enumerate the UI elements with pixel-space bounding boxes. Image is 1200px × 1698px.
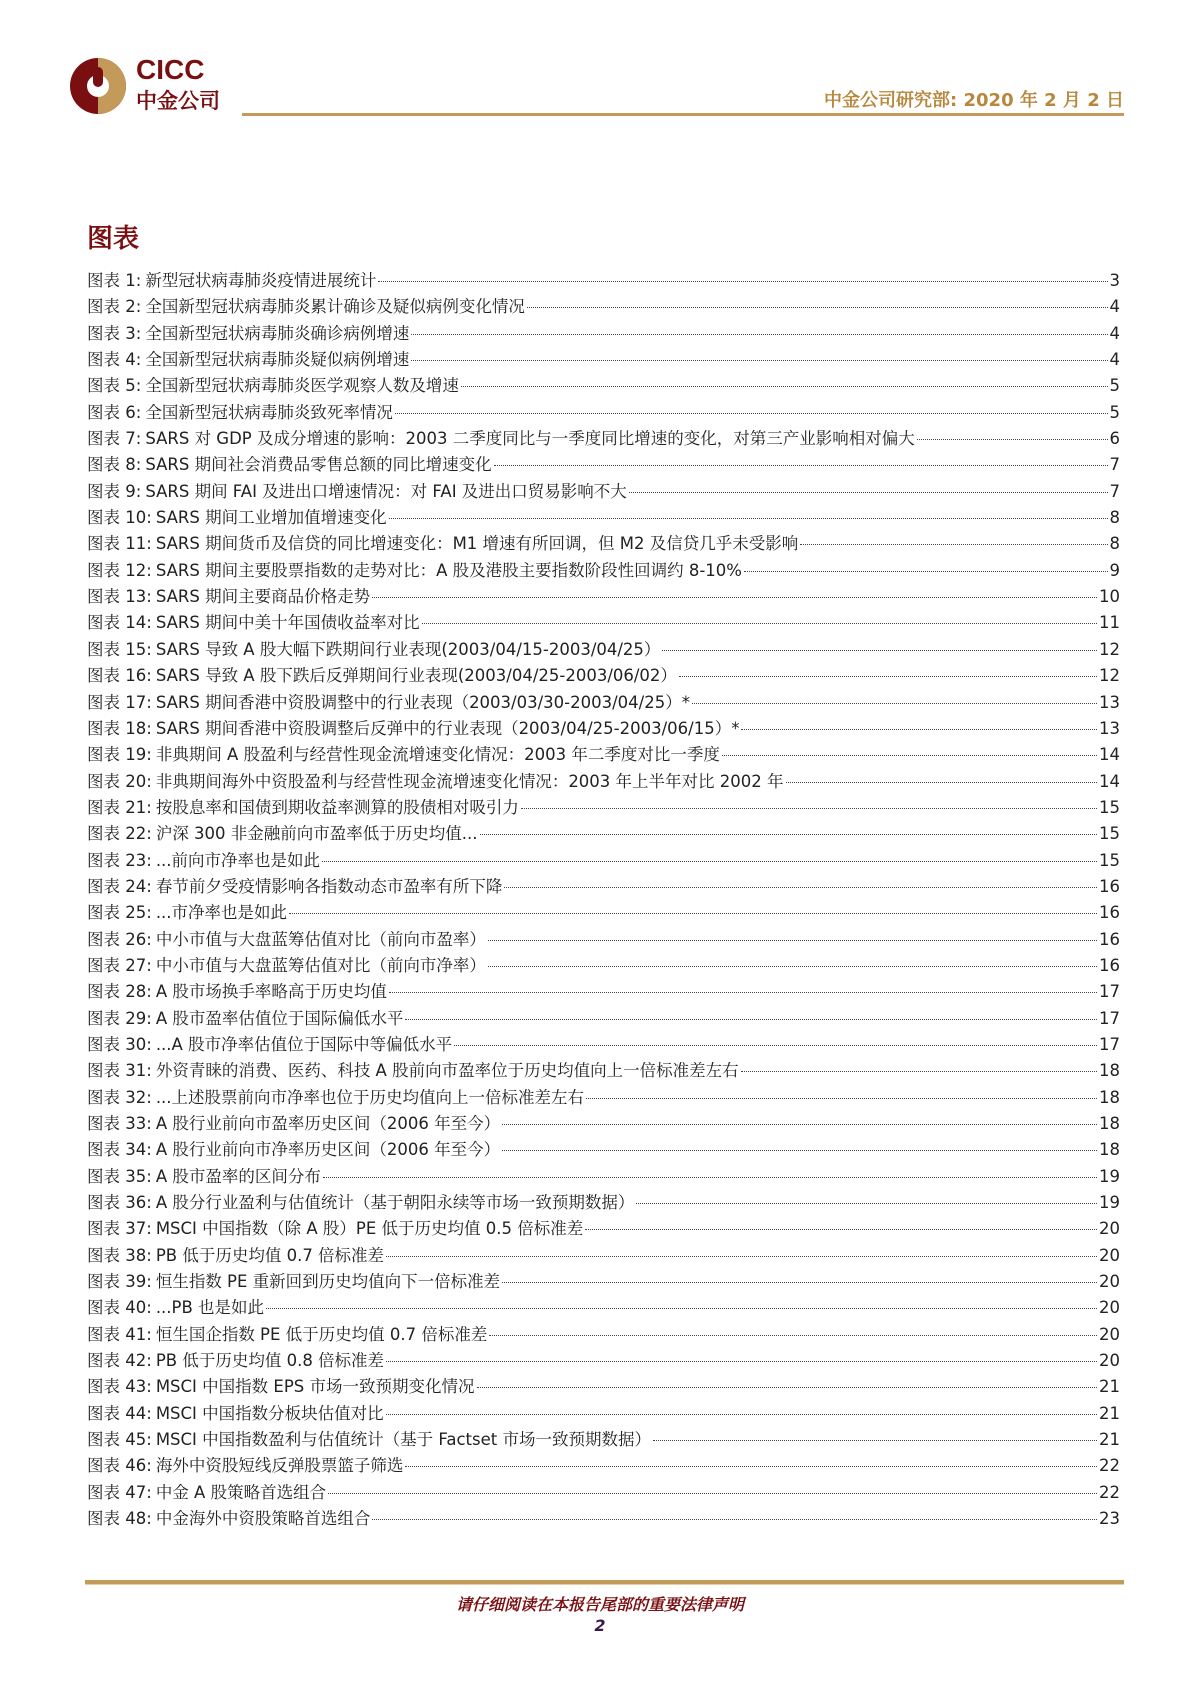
toc-leader-dots — [386, 1361, 1097, 1362]
toc-entry[interactable] — [87, 1452, 1120, 1478]
toc-entry-label: 图表 31: — [87, 1061, 152, 1081]
section-title: 图表 — [87, 224, 140, 254]
toc-entry-title: SARS 期间香港中资股调整中的行业表现（2003/03/30-2003/04/25）* — [155, 692, 690, 712]
toc-entry-page: 9 — [1109, 560, 1120, 580]
toc-entry[interactable] — [87, 1136, 1120, 1162]
toc-entry-title: PB 低于历史均值 0.8 倍标准差 — [155, 1351, 385, 1371]
toc-entry-title: 春节前夕受疫情影响各指数动态市盈率有所下降 — [155, 876, 503, 896]
cicc-logo-icon — [70, 58, 126, 114]
toc-entry-page: 13 — [1099, 718, 1120, 738]
toc-leader-dots — [411, 360, 1107, 361]
toc-entry-label: 图表 43: — [87, 1377, 152, 1397]
toc-entry-title: A 股行业前向市盈率历史区间（2006 年至今） — [155, 1114, 501, 1133]
toc-leader-dots — [389, 518, 1108, 519]
toc-entry-page: 4 — [1109, 350, 1120, 370]
toc-entry-title: 非典期间海外中资股盈利与经营性现金流增速变化情况：2003 年上半年对比 2002 年 — [155, 771, 784, 791]
toc-entry-label: 图表 42: — [87, 1351, 152, 1371]
toc-entry-title: 非典期间 A 股盈利与经营性现金流增速变化情况：2003 年二季度对比一季度 — [155, 745, 720, 765]
toc-entry-label: 图表 14: — [87, 613, 152, 633]
toc-entry[interactable] — [87, 346, 1120, 372]
toc-leader-dots — [461, 386, 1108, 387]
toc-entry-title: MSCI 中国指数（除 A 股）PE 低于历史均值 0.5 倍标准差 — [155, 1219, 584, 1239]
toc-entry-page: 20 — [1099, 1351, 1120, 1371]
toc-entry[interactable] — [87, 1084, 1120, 1110]
toc-entry[interactable] — [87, 557, 1120, 583]
footer-legal-note: 请仔细阅读在本报告尾部的重要法律声明 — [455, 1595, 744, 1614]
toc-entry-label: 图表 19: — [87, 745, 152, 765]
header-department-date: 中金公司研究部: 2020 年 2 月 2 日 — [824, 90, 1124, 111]
toc-entry[interactable] — [87, 873, 1120, 899]
toc-entry-label: 图表 18: — [87, 718, 152, 738]
toc-entry[interactable] — [87, 715, 1120, 741]
toc-entry[interactable] — [87, 399, 1120, 425]
toc-entry[interactable] — [87, 504, 1120, 530]
toc-entry-page: 12 — [1099, 666, 1120, 686]
toc-entry[interactable] — [87, 1321, 1120, 1347]
toc-leader-dots — [266, 1308, 1097, 1309]
toc-leader-dots — [744, 571, 1108, 572]
toc-leader-dots — [405, 1466, 1097, 1467]
toc-entry[interactable] — [87, 662, 1120, 688]
toc-entry-label: 图表 30: — [87, 1034, 152, 1054]
toc-entry[interactable] — [87, 293, 1120, 319]
footer-divider — [85, 1580, 1124, 1585]
toc-leader-dots — [422, 623, 1097, 624]
toc-entry[interactable] — [87, 320, 1120, 346]
toc-entry-title: SARS 期间工业增加值增速变化 — [155, 508, 387, 528]
toc-entry-label: 图表 23: — [87, 850, 152, 870]
toc-entry-page: 23 — [1099, 1509, 1120, 1529]
toc-leader-dots — [405, 1019, 1097, 1020]
toc-entry-title: MSCI 中国指数盈利与估值统计（基于 Factset 市场一致预期数据） — [155, 1430, 651, 1450]
toc-entry-label: 图表 1: — [87, 271, 142, 290]
toc-leader-dots — [488, 940, 1097, 941]
toc-entry-label: 图表 38: — [87, 1245, 152, 1265]
cicc-logo — [70, 54, 240, 120]
toc-entry-label: 图表 36: — [87, 1193, 152, 1213]
toc-entry-page: 21 — [1099, 1430, 1120, 1450]
toc-entry-page: 20 — [1099, 1219, 1120, 1239]
toc-entry-page: 5 — [1109, 402, 1120, 422]
toc-entry-page: 5 — [1109, 376, 1120, 396]
toc-entry-page: 16 — [1099, 929, 1120, 949]
toc-entry-label: 图表 20: — [87, 771, 152, 791]
toc-entry-title: SARS 导致 A 股大幅下跌期间行业表现(2003/04/15-2003/04/25） — [155, 639, 661, 659]
toc-entry-title: ...PB 也是如此 — [155, 1298, 265, 1318]
toc-entry[interactable] — [87, 952, 1120, 978]
toc-entry-title: 全国新型冠状病毒肺炎疑似病例增速 — [145, 350, 410, 370]
toc-entry-label: 图表 39: — [87, 1272, 152, 1292]
toc-leader-dots — [502, 1124, 1097, 1125]
toc-leader-dots — [322, 861, 1097, 862]
toc-entry-label: 图表 10: — [87, 508, 152, 528]
toc-entry-page: 15 — [1099, 824, 1120, 844]
toc-entry[interactable] — [87, 1400, 1120, 1426]
toc-entry-title: 中小市值与大盘蓝筹估值对比（前向市净率） — [155, 955, 486, 975]
toc-entry-page: 8 — [1109, 534, 1120, 554]
toc-entry-title: MSCI 中国指数 EPS 市场一致预期变化情况 — [155, 1377, 475, 1397]
toc-entry-label: 图表 12: — [87, 560, 152, 580]
toc-entry-page: 19 — [1099, 1166, 1120, 1186]
toc-entry[interactable] — [87, 267, 1120, 293]
toc-entry-label: 图表 34: — [87, 1140, 152, 1160]
toc-entry-label: 图表 4: — [87, 350, 142, 370]
toc-leader-dots — [502, 1150, 1097, 1151]
toc-entry-page: 18 — [1099, 1087, 1120, 1107]
toc-entry[interactable] — [87, 689, 1120, 715]
toc-entry-label: 图表 26: — [87, 929, 152, 949]
toc-leader-dots — [653, 1440, 1097, 1441]
toc-entry-page: 14 — [1099, 745, 1120, 765]
toc-entry-page: 20 — [1099, 1245, 1120, 1265]
toc-entry[interactable] — [87, 1505, 1120, 1531]
toc-entry-page: 3 — [1109, 271, 1120, 290]
toc-entry-label: 图表 7: — [87, 429, 142, 449]
toc-entry-label: 图表 33: — [87, 1114, 152, 1133]
toc-entry-page: 15 — [1099, 850, 1120, 870]
toc-leader-dots — [378, 281, 1107, 282]
toc-entry-title: SARS 期间主要股票指数的走势对比：A 股及港股主要指数阶段性回调约 8-10% — [155, 560, 742, 580]
toc-entry-title: A 股市场换手率略高于历史均值 — [155, 982, 387, 1002]
toc-entry-title: 按股息率和国债到期收益率测算的股债相对吸引力 — [155, 797, 519, 817]
figure-list — [87, 267, 1120, 1532]
toc-leader-dots — [477, 1387, 1098, 1388]
toc-entry[interactable] — [87, 1347, 1120, 1373]
toc-entry-label: 图表 40: — [87, 1298, 152, 1318]
toc-entry-label: 图表 29: — [87, 1008, 152, 1028]
toc-leader-dots — [386, 1256, 1097, 1257]
toc-leader-dots — [636, 1203, 1097, 1204]
toc-entry-page: 4 — [1109, 297, 1120, 317]
toc-entry-label: 图表 41: — [87, 1324, 152, 1344]
toc-entry-label: 图表 47: — [87, 1482, 152, 1502]
toc-entry[interactable] — [87, 768, 1120, 794]
toc-leader-dots — [502, 1282, 1097, 1283]
toc-entry[interactable] — [87, 372, 1120, 398]
toc-entry-page: 21 — [1099, 1403, 1120, 1423]
toc-entry-title: ...A 股市净率估值位于国际中等偏低水平 — [155, 1034, 453, 1054]
toc-entry-label: 图表 15: — [87, 639, 152, 659]
toc-entry-label: 图表 35: — [87, 1166, 152, 1186]
toc-entry-page: 20 — [1099, 1298, 1120, 1318]
header-divider — [242, 113, 1124, 116]
toc-entry-page: 16 — [1099, 876, 1120, 896]
toc-entry-page: 19 — [1099, 1193, 1120, 1213]
toc-entry-title: SARS 期间中美十年国债收益率对比 — [155, 613, 420, 633]
toc-entry-label: 图表 5: — [87, 376, 142, 396]
toc-entry-label: 图表 45: — [87, 1430, 152, 1450]
toc-leader-dots — [395, 413, 1108, 414]
toc-entry-title: 全国新型冠状病毒肺炎医学观察人数及增速 — [145, 376, 459, 396]
toc-entry[interactable] — [87, 1163, 1120, 1189]
toc-leader-dots — [504, 887, 1097, 888]
toc-entry-page: 11 — [1099, 613, 1120, 633]
toc-entry-label: 图表 11: — [87, 534, 152, 554]
toc-entry[interactable] — [87, 1057, 1120, 1083]
toc-entry-label: 图表 27: — [87, 955, 152, 975]
toc-entry[interactable] — [87, 451, 1120, 477]
toc-entry-title: ...市净率也是如此 — [155, 903, 288, 923]
toc-entry-label: 图表 28: — [87, 982, 152, 1002]
toc-entry[interactable] — [87, 1373, 1120, 1399]
toc-leader-dots — [741, 729, 1097, 730]
toc-entry-label: 图表 2: — [87, 297, 142, 317]
toc-entry[interactable] — [87, 794, 1120, 820]
toc-entry-page: 8 — [1109, 508, 1120, 528]
toc-entry-title: SARS 期间货币及信贷的同比增速变化：M1 增速有所回调，但 M2 及信贷几乎未受影响 — [155, 534, 799, 554]
toc-leader-dots — [489, 1335, 1097, 1336]
toc-leader-dots — [372, 1519, 1097, 1520]
toc-entry-page: 12 — [1099, 639, 1120, 659]
logo-chinese-name: 中金公司 — [136, 89, 220, 113]
toc-entry-page: 16 — [1099, 903, 1120, 923]
toc-entry[interactable] — [87, 1005, 1120, 1031]
toc-entry-page: 15 — [1099, 797, 1120, 817]
toc-entry-title: PB 低于历史均值 0.7 倍标准差 — [155, 1245, 385, 1265]
toc-entry-page: 21 — [1099, 1377, 1120, 1397]
toc-leader-dots — [386, 1414, 1097, 1415]
toc-entry-page: 13 — [1099, 692, 1120, 712]
toc-leader-dots — [480, 834, 1097, 835]
toc-entry-title: MSCI 中国指数分板块估值对比 — [155, 1403, 384, 1423]
toc-leader-dots — [521, 808, 1097, 809]
toc-leader-dots — [527, 307, 1108, 308]
toc-entry[interactable] — [87, 820, 1120, 846]
toc-leader-dots — [323, 1177, 1097, 1178]
toc-entry-page: 22 — [1099, 1482, 1120, 1502]
toc-entry-page: 14 — [1099, 771, 1120, 791]
toc-entry[interactable] — [87, 847, 1120, 873]
toc-leader-dots — [411, 334, 1107, 335]
toc-entry-page: 18 — [1099, 1140, 1120, 1160]
toc-entry-title: 恒生指数 PE 重新回到历史均值向下一倍标准差 — [155, 1272, 501, 1292]
toc-leader-dots — [488, 966, 1097, 967]
toc-entry-title: ...前向市净率也是如此 — [155, 850, 321, 870]
toc-entry[interactable] — [87, 1268, 1120, 1294]
logo-english-name: CICC — [136, 54, 205, 85]
toc-entry-page: 16 — [1099, 955, 1120, 975]
toc-entry-title: A 股市盈率的区间分布 — [155, 1166, 321, 1186]
toc-entry-page: 7 — [1109, 455, 1120, 475]
toc-entry-page: 17 — [1099, 982, 1120, 1002]
toc-entry-label: 图表 37: — [87, 1219, 152, 1239]
toc-entry-title: A 股分行业盈利与估值统计（基于朝阳永续等市场一致预期数据） — [155, 1193, 635, 1213]
toc-entry-label: 图表 8: — [87, 455, 142, 475]
toc-entry-page: 18 — [1099, 1061, 1120, 1081]
toc-leader-dots — [586, 1098, 1097, 1099]
toc-leader-dots — [917, 439, 1108, 440]
toc-leader-dots — [494, 465, 1108, 466]
toc-entry-page: 7 — [1109, 481, 1120, 501]
toc-leader-dots — [679, 676, 1097, 677]
toc-leader-dots — [289, 913, 1097, 914]
toc-leader-dots — [786, 782, 1097, 783]
toc-leader-dots — [585, 1229, 1097, 1230]
page-number: 2 — [594, 1616, 606, 1635]
toc-entry-label: 图表 3: — [87, 323, 142, 343]
toc-leader-dots — [662, 650, 1097, 651]
toc-entry[interactable] — [87, 530, 1120, 556]
toc-entry[interactable] — [87, 1189, 1120, 1215]
toc-entry-label: 图表 44: — [87, 1403, 152, 1423]
toc-leader-dots — [629, 492, 1108, 493]
toc-entry[interactable] — [87, 636, 1120, 662]
toc-entry[interactable] — [87, 1242, 1120, 1268]
toc-entry-page: 17 — [1099, 1034, 1120, 1054]
toc-entry-title: SARS 导致 A 股下跌后反弹期间行业表现(2003/04/25-2003/06/02） — [155, 666, 677, 686]
toc-entry-title: SARS 期间香港中资股调整后反弹中的行业表现（2003/04/25-2003/06/15）* — [155, 718, 740, 738]
toc-entry-label: 图表 6: — [87, 402, 142, 422]
toc-entry[interactable] — [87, 609, 1120, 635]
toc-entry-title: A 股市盈率估值位于国际偏低水平 — [155, 1008, 404, 1028]
toc-entry-title: 沪深 300 非金融前向市盈率低于历史均值... — [155, 824, 478, 844]
toc-entry-page: 20 — [1099, 1272, 1120, 1292]
toc-entry[interactable] — [87, 1215, 1120, 1241]
toc-entry[interactable] — [87, 899, 1120, 925]
toc-leader-dots — [454, 1045, 1097, 1046]
toc-entry-title: ...上述股票前向市净率也位于历史均值向上一倍标准差左右 — [155, 1087, 585, 1107]
toc-entry-title: SARS 期间 FAI 及进出口增速情况：对 FAI 及进出口贸易影响不大 — [145, 481, 627, 501]
toc-entry-title: 中金海外中资股策略首选组合 — [155, 1509, 371, 1529]
toc-entry[interactable] — [87, 425, 1120, 451]
toc-entry-label: 图表 9: — [87, 481, 142, 501]
toc-entry-label: 图表 46: — [87, 1456, 152, 1476]
toc-entry-title: SARS 期间社会消费品零售总额的同比增速变化 — [145, 455, 492, 475]
toc-entry[interactable] — [87, 741, 1120, 767]
toc-entry-page: 4 — [1109, 323, 1120, 343]
toc-leader-dots — [328, 1493, 1097, 1494]
toc-entry-label: 图表 21: — [87, 797, 152, 817]
toc-entry[interactable] — [87, 1479, 1120, 1505]
toc-entry-label: 图表 13: — [87, 587, 152, 607]
toc-entry-title: 恒生国企指数 PE 低于历史均值 0.7 倍标准差 — [155, 1324, 488, 1344]
toc-entry-page: 6 — [1109, 429, 1120, 449]
toc-entry-page: 22 — [1099, 1456, 1120, 1476]
toc-entry[interactable] — [87, 1426, 1120, 1452]
toc-leader-dots — [692, 703, 1097, 704]
toc-entry-title: 海外中资股短线反弹股票篮子筛选 — [155, 1456, 404, 1476]
toc-entry[interactable] — [87, 1031, 1120, 1057]
toc-entry[interactable] — [87, 926, 1120, 952]
toc-entry-title: 中金 A 股策略首选组合 — [155, 1482, 327, 1502]
toc-entry[interactable] — [87, 1110, 1120, 1136]
toc-entry-label: 图表 17: — [87, 692, 152, 712]
toc-entry[interactable] — [87, 478, 1120, 504]
toc-entry[interactable] — [87, 978, 1120, 1004]
toc-entry-title: A 股行业前向市净率历史区间（2006 年至今） — [155, 1140, 501, 1160]
toc-entry-label: 图表 22: — [87, 824, 152, 844]
toc-entry-label: 图表 32: — [87, 1087, 152, 1107]
toc-entry[interactable] — [87, 583, 1120, 609]
toc-entry-page: 20 — [1099, 1324, 1120, 1344]
toc-entry-title: 全国新型冠状病毒肺炎累计确诊及疑似病例变化情况 — [145, 297, 525, 317]
toc-entry-page: 18 — [1099, 1114, 1120, 1133]
toc-leader-dots — [389, 992, 1097, 993]
toc-entry-title: SARS 对 GDP 及成分增速的影响：2003 二季度同比与一季度同比增速的变化，对第三产业影响相对偏大 — [145, 429, 915, 449]
toc-entry-title: 外资青睐的消费、医药、科技 A 股前向市盈率位于历史均值向上一倍标准差左右 — [155, 1061, 739, 1081]
toc-entry-title: 全国新型冠状病毒肺炎确诊病例增速 — [145, 323, 410, 343]
toc-entry-label: 图表 48: — [87, 1509, 152, 1529]
toc-entry-title: SARS 期间主要商品价格走势 — [155, 587, 371, 607]
toc-leader-dots — [722, 755, 1097, 756]
toc-leader-dots — [372, 597, 1097, 598]
toc-entry-label: 图表 16: — [87, 666, 152, 686]
toc-entry[interactable] — [87, 1294, 1120, 1320]
toc-entry-title: 全国新型冠状病毒肺炎致死率情况 — [145, 402, 393, 422]
toc-leader-dots — [741, 1071, 1097, 1072]
toc-leader-dots — [800, 544, 1107, 545]
toc-entry-label: 图表 25: — [87, 903, 152, 923]
toc-entry-title: 中小市值与大盘蓝筹估值对比（前向市盈率） — [155, 929, 486, 949]
toc-entry-page: 10 — [1099, 587, 1120, 607]
toc-entry-label: 图表 24: — [87, 876, 152, 896]
toc-entry-title: 新型冠状病毒肺炎疫情进展统计 — [145, 271, 377, 290]
toc-entry-page: 17 — [1099, 1008, 1120, 1028]
